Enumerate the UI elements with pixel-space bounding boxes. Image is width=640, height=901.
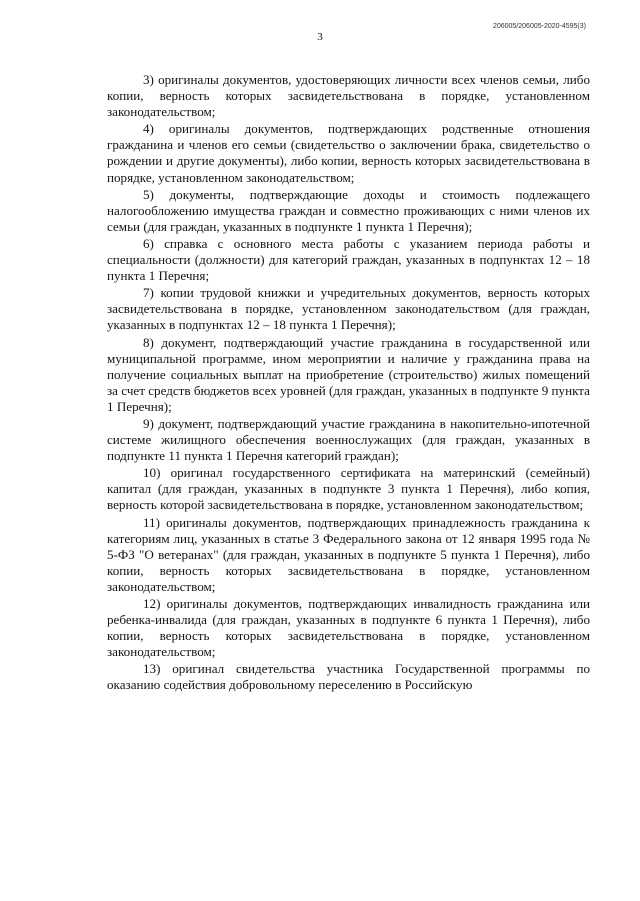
list-item: 9) документ, подтверждающий участие гражданина в накопительно-ипотечной системе жилищного обеспечения военнослужащих (для граждан, указанных в подпункте 11 пункта 1 Перечня категорий граждан);: [107, 415, 590, 464]
list-item: 7) копии трудовой книжки и учредительных документов, верность которых засвидетельствована в порядке, установленном законодательством (для граждан, указанных в подпунктах 12 – 18 пункта 1 Перечня);: [107, 285, 590, 333]
list-item: 4) оригиналы документов, подтверждающих родственные отношения гражданина и членов его семьи (свидетельство о заключении брака, свидетельство о рождении и другие документы), либо копии, верность которых засвидетельствована в порядке, установленном законодательством;: [107, 121, 590, 185]
list-item: 11) оригиналы документов, подтверждающих принадлежность гражданина к категориям лиц, указанных в статье 3 Федерального закона от 12 января 1995 года № 5-ФЗ "О ветеранах" (для граждан, указанных в подпункте 5 пункта 1 Перечня), либо копии, верность которых засвидетельствована в порядке, установленном законодательством;: [107, 514, 590, 594]
document-number: 206005/206005-2020-4595(3): [492, 23, 586, 30]
list-item: 12) оригиналы документов, подтверждающих инвалидность гражданина или ребенка-инвалида (для граждан, указанных в подпункте 6 пункта 1 Перечня), либо копии, верность которых засвидетельствована в порядке, установленном законодательством;: [107, 596, 590, 660]
list-item: 8) документ, подтверждающий участие гражданина в государственной или муниципальной программе, ином мероприятии и наличие у гражданина права на получение социальных выплат на приобретение (строительство) жилых помещений за счет средств бюджетов всех уровней (для граждан, указанных в подпункте 9 пункта 1 Перечня);: [107, 334, 590, 414]
document-body: [107, 72, 590, 695]
list-item: 13) оригинал свидетельства участника Государственной программы по оказанию содействия добровольному переселению в Российскую: [107, 661, 590, 693]
list-item: 5) документы, подтверждающие доходы и стоимость подлежащего налогообложению имущества граждан и совместно проживающих с ними членов их семьи (для граждан, указанных в подпункте 1 пункта 1 Перечня);: [107, 186, 590, 234]
page-number: 3: [317, 31, 323, 43]
list-item: 10) оригинал государственного сертификата на материнский (семейный) капитал (для граждан, указанных в подпункте 3 пункта 1 Перечня), либо копия, верность которой засвидетельствована в порядке, установленном законодательством;: [107, 465, 590, 513]
list-item: 3) оригиналы документов, удостоверяющих личности всех членов семьи, либо копии, верность которых засвидетельствована в порядке, установленном законодательством;: [107, 72, 590, 120]
list-item: 6) справка с основного места работы с указанием периода работы и специальности (должности) для категорий граждан, указанных в подпунктах 12 – 18 пункта 1 Перечня;: [107, 235, 590, 284]
